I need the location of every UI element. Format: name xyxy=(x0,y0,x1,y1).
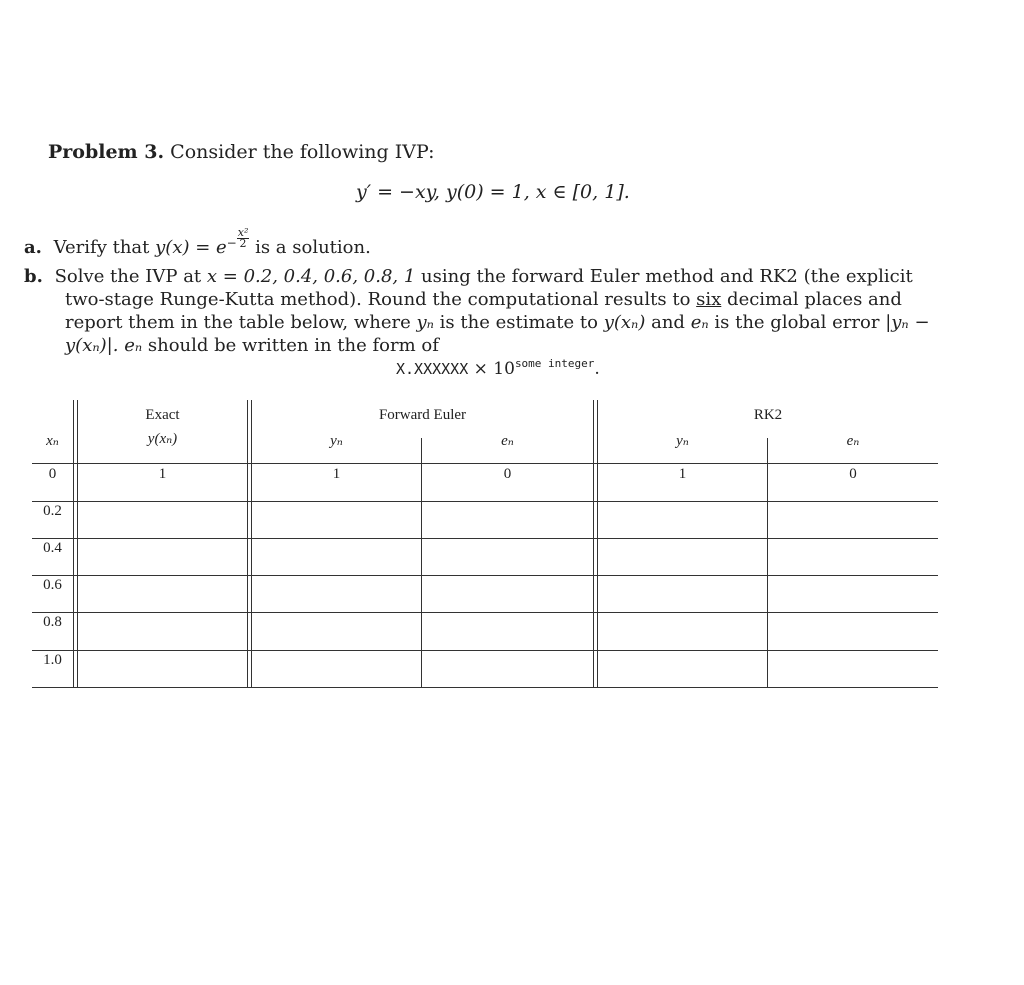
header-exact: Exact xyxy=(145,407,180,423)
header-rk2-en: eₙ xyxy=(846,433,860,449)
format-times: × 10 xyxy=(473,359,515,379)
row-rk2-e-value: 0 xyxy=(849,466,857,482)
row-exact-value: 1 xyxy=(158,466,167,482)
table-row-rule xyxy=(32,650,938,651)
part-b-yn: yₙ xyxy=(416,312,434,333)
part-b-yxn: y(xₙ) xyxy=(603,312,646,333)
row-x-value: 0.8 xyxy=(43,614,62,630)
table-row-rule xyxy=(32,538,938,539)
results-table xyxy=(32,400,938,688)
part-a-text-after: is a solution. xyxy=(255,237,371,258)
ivp-equation: y′ = −xy, y(0) = 1, x ∈ [0, 1]. xyxy=(356,181,630,203)
part-a-exp-den: 2 xyxy=(239,237,247,250)
part-b xyxy=(24,265,949,357)
table-row-rule xyxy=(32,612,938,613)
part-a-exponent xyxy=(237,228,250,249)
table-header-rule xyxy=(32,463,938,464)
part-b-six: six xyxy=(696,289,722,310)
table-row-rule xyxy=(32,501,938,502)
header-exact-y: y(xₙ) xyxy=(147,431,178,447)
header-euler-en: eₙ xyxy=(501,433,514,449)
part-b-seg3: using the forward Euler method and RK2 (the explicit two-stage Runge-Kutta method). Round the computational results to xyxy=(65,266,913,310)
part-a-exp-num: x² xyxy=(237,226,249,239)
part-b-abs: |yₙ − y(xₙ)|. xyxy=(65,312,930,356)
number-format xyxy=(396,357,600,379)
problem-heading xyxy=(48,141,434,163)
part-b-en2: eₙ xyxy=(124,335,143,356)
row-x-value: 0.2 xyxy=(43,503,62,519)
part-b-points: x = 0.2, 0.4, 0.6, 0.8, 1 xyxy=(206,266,416,287)
format-period: . xyxy=(594,359,600,379)
format-mantissa: X.XXXXXX xyxy=(396,360,469,378)
problem-title: Problem 3. xyxy=(48,141,165,163)
table-bottom-rule xyxy=(32,687,938,688)
header-forward-euler: Forward Euler xyxy=(378,407,467,423)
part-b-seg4: decimal places and report them in the table below, where xyxy=(65,289,902,333)
part-a: a. Verify that y(x) = e− $\frac{\text{x²}}{2}$ is a solution. xyxy=(24,226,371,258)
part-b-seg8: should be written in the form of xyxy=(147,335,439,356)
part-b-seg5: is the estimate to xyxy=(439,312,598,333)
part-b-en: eₙ xyxy=(690,312,709,333)
part-b-seg6: and xyxy=(651,312,685,333)
row-x-value: 0.4 xyxy=(43,540,62,556)
part-b-seg7: is the global error xyxy=(714,312,880,333)
header-euler-yn: yₙ xyxy=(330,433,343,449)
problem-intro: Consider the following IVP: xyxy=(170,141,435,163)
header-rk2: RK2 xyxy=(753,407,783,423)
table-row-rule xyxy=(32,575,938,576)
row-x-value: 1.0 xyxy=(43,652,62,668)
part-a-text-before: Verify that xyxy=(53,237,150,258)
row-x-value: 0.6 xyxy=(43,577,62,593)
part-a-lhs: y(x) = e xyxy=(155,237,227,258)
row-euler-e-value: 0 xyxy=(503,466,512,482)
format-exponent: some integer xyxy=(514,357,595,370)
table-col-rule xyxy=(73,400,74,688)
row-euler-y-value: 1 xyxy=(332,466,341,482)
table-col-rule xyxy=(593,400,594,688)
row-x-value: 0 xyxy=(48,466,57,482)
part-a-label: a. xyxy=(24,237,42,258)
table-col-rule xyxy=(247,400,248,688)
header-xn: xₙ xyxy=(46,433,59,449)
part-b-seg1: Solve the IVP at xyxy=(54,266,202,287)
part-b-label: b. xyxy=(24,266,43,287)
header-rk2-yn: yₙ xyxy=(676,433,689,449)
row-rk2-y-value: 1 xyxy=(678,466,687,482)
